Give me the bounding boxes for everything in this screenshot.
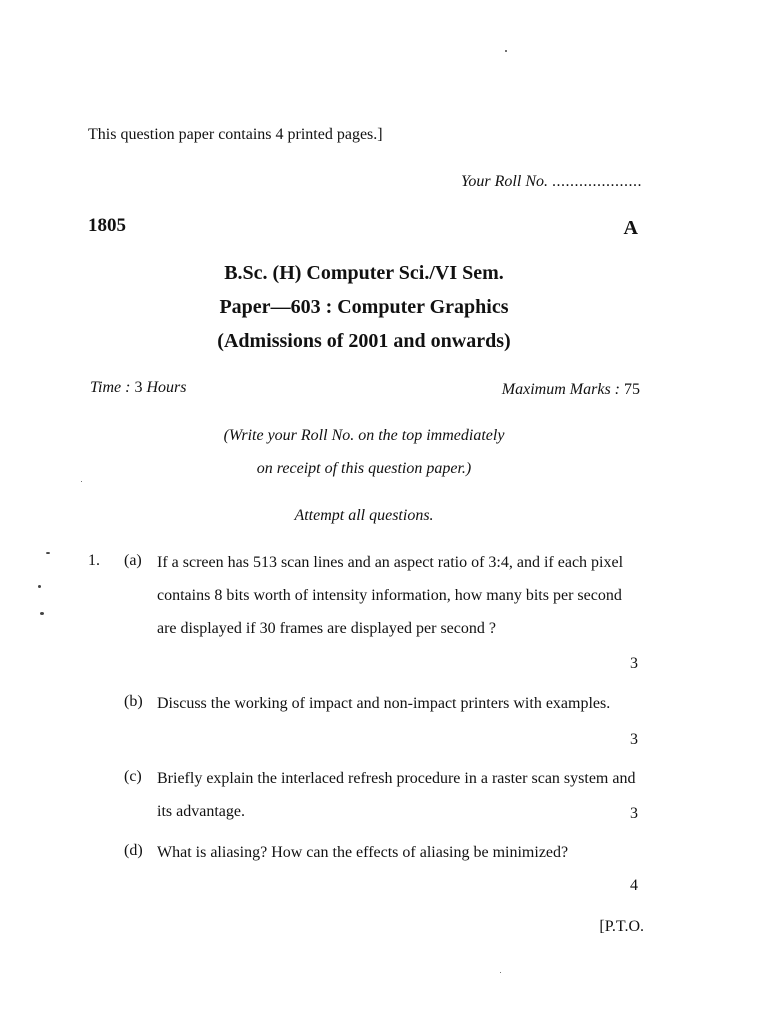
maximum-marks (502, 381, 640, 399)
question-number: 1. (88, 552, 100, 569)
page-turn-over: [P.T.O. (599, 918, 644, 935)
paper-set: A (623, 217, 638, 239)
roll-number-label: Your Roll No. (461, 173, 548, 190)
scan-speck (38, 585, 41, 588)
instruction-line-2: on receipt of this question paper.) (256, 460, 472, 477)
part-marks: 3 (630, 655, 638, 672)
admissions-note: (Admissions of 2001 and onwards) (217, 330, 511, 352)
scan-speck (81, 481, 82, 482)
part-marks: 3 (630, 805, 638, 822)
paper-code: 1805 (88, 215, 126, 236)
part-text: If a screen has 513 scan lines and an aspect ratio of 3:4, and if each pixel contains 8 bits worth of intensity information, how many bits per second are displayed if 30 frames are displayed per second ? (157, 554, 624, 637)
time-allowed (90, 379, 186, 397)
time-value: 3 (134, 379, 143, 396)
part-text: Discuss the working of impact and non-impact printers with examples. (157, 695, 611, 712)
page-count-note: This question paper contains 4 printed pages.] (88, 126, 383, 143)
instruction-line-1: (Write your Roll No. on the top immediately (223, 427, 505, 444)
scan-speck (40, 612, 44, 615)
scan-speck (505, 50, 507, 52)
scan-speck (46, 552, 50, 554)
roll-number-field (461, 173, 642, 191)
part-label: (a) (124, 552, 142, 569)
part-label: (d) (124, 842, 143, 859)
time-unit: Hours (146, 379, 187, 396)
part-marks: 3 (630, 731, 638, 748)
marks-value: 75 (624, 381, 640, 398)
marks-label: Maximum Marks : (501, 381, 620, 398)
scan-speck (500, 972, 501, 973)
time-label: Time : (90, 379, 131, 396)
part-label: (c) (124, 768, 142, 785)
part-text: What is aliasing? How can the effects of aliasing be minimized? (157, 844, 569, 861)
attempt-all-instruction: Attempt all questions. (294, 507, 434, 524)
roll-number-blank: .................... (552, 173, 642, 190)
part-marks: 4 (630, 877, 638, 894)
paper-title: Paper—603 : Computer Graphics (219, 296, 509, 318)
part-text: Briefly explain the interlaced refresh procedure in a raster scan system and its advantage. (157, 770, 636, 820)
course-title: B.Sc. (H) Computer Sci./VI Sem. (224, 262, 504, 284)
part-label: (b) (124, 693, 143, 710)
